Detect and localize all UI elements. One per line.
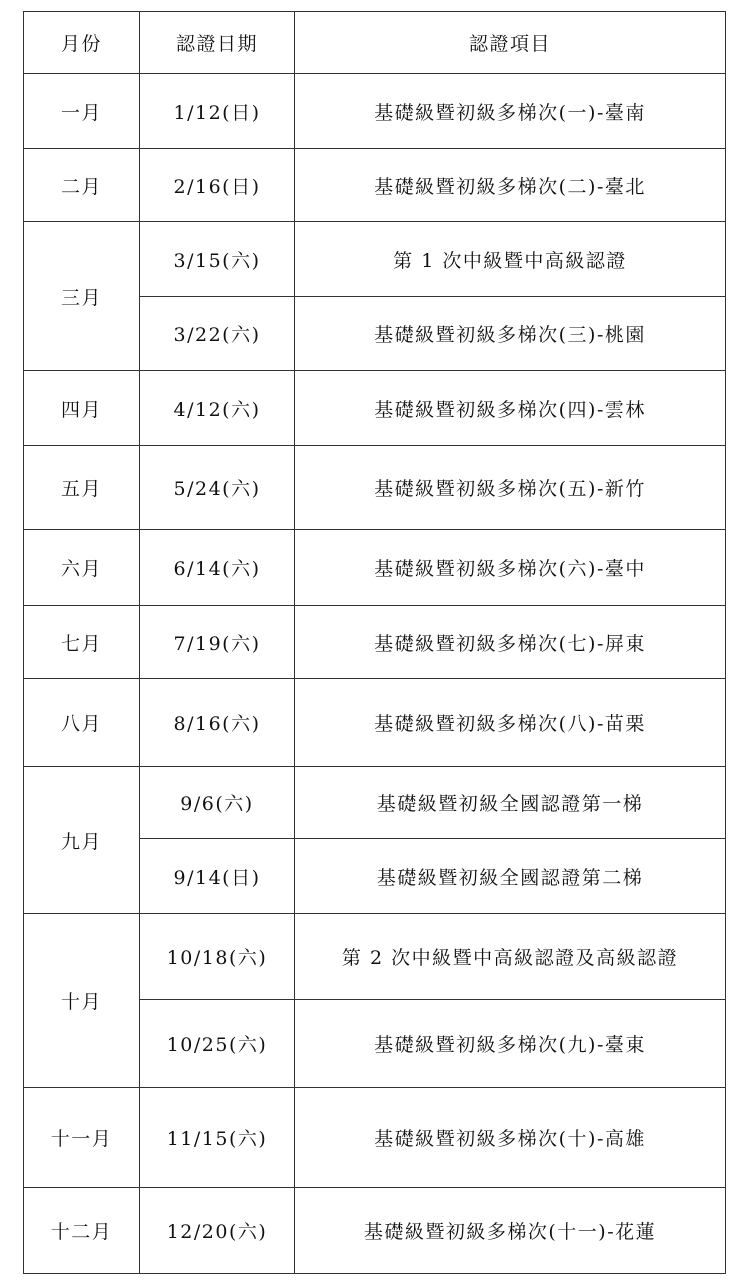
month-cell: 七月 xyxy=(24,606,140,679)
item-cell: 基礎級暨初級多梯次(一)-臺南 xyxy=(295,74,726,149)
table-row xyxy=(24,222,726,297)
date-cell: 3/15(六) xyxy=(140,222,295,297)
date-column-header: 認證日期 xyxy=(140,12,295,74)
table-row xyxy=(24,767,726,839)
date-cell: 4/12(六) xyxy=(140,371,295,446)
date-cell: 7/19(六) xyxy=(140,606,295,679)
month-cell: 十二月 xyxy=(24,1188,140,1274)
table-row xyxy=(24,149,726,222)
table-row xyxy=(24,446,726,530)
date-cell: 1/12(日) xyxy=(140,74,295,149)
item-cell: 基礎級暨初級多梯次(六)-臺中 xyxy=(295,530,726,606)
month-cell: 一月 xyxy=(24,74,140,149)
table-row xyxy=(24,371,726,446)
month-cell: 四月 xyxy=(24,371,140,446)
month-cell: 九月 xyxy=(24,767,140,914)
month-column-header: 月份 xyxy=(24,12,140,74)
month-cell: 六月 xyxy=(24,530,140,606)
month-cell: 八月 xyxy=(24,679,140,767)
item-cell: 基礎級暨初級多梯次(十一)-花蓮 xyxy=(295,1188,726,1274)
date-cell: 8/16(六) xyxy=(140,679,295,767)
date-cell: 12/20(六) xyxy=(140,1188,295,1274)
date-cell: 3/22(六) xyxy=(140,297,295,371)
table-row xyxy=(24,1188,726,1274)
item-cell: 基礎級暨初級多梯次(五)-新竹 xyxy=(295,446,726,530)
date-cell: 11/15(六) xyxy=(140,1088,295,1188)
date-cell: 9/6(六) xyxy=(140,767,295,839)
header-row xyxy=(24,12,726,74)
date-cell: 9/14(日) xyxy=(140,839,295,914)
item-cell: 第 2 次中級暨中高級認證及高級認證 xyxy=(295,914,726,1000)
date-cell: 5/24(六) xyxy=(140,446,295,530)
item-cell: 基礎級暨初級多梯次(七)-屏東 xyxy=(295,606,726,679)
table-row xyxy=(24,679,726,767)
item-cell: 第 1 次中級暨中高級認證 xyxy=(295,222,726,297)
item-cell: 基礎級暨初級全國認證第一梯 xyxy=(295,767,726,839)
month-cell: 二月 xyxy=(24,149,140,222)
item-cell: 基礎級暨初級多梯次(十)-高雄 xyxy=(295,1088,726,1188)
table-row xyxy=(24,74,726,149)
month-cell: 五月 xyxy=(24,446,140,530)
certification-schedule-table xyxy=(23,11,726,1274)
date-cell: 2/16(日) xyxy=(140,149,295,222)
item-cell: 基礎級暨初級多梯次(八)-苗栗 xyxy=(295,679,726,767)
item-cell: 基礎級暨初級多梯次(四)-雲林 xyxy=(295,371,726,446)
date-cell: 10/25(六) xyxy=(140,1000,295,1088)
table-row xyxy=(24,1088,726,1188)
month-cell: 三月 xyxy=(24,222,140,371)
table-row xyxy=(24,914,726,1000)
month-cell: 十月 xyxy=(24,914,140,1088)
table-row xyxy=(24,606,726,679)
date-cell: 10/18(六) xyxy=(140,914,295,1000)
table-row xyxy=(24,530,726,606)
item-cell: 基礎級暨初級多梯次(二)-臺北 xyxy=(295,149,726,222)
item-cell: 基礎級暨初級全國認證第二梯 xyxy=(295,839,726,914)
item-cell: 基礎級暨初級多梯次(九)-臺東 xyxy=(295,1000,726,1088)
date-cell: 6/14(六) xyxy=(140,530,295,606)
month-cell: 十一月 xyxy=(24,1088,140,1188)
item-cell: 基礎級暨初級多梯次(三)-桃園 xyxy=(295,297,726,371)
item-column-header: 認證項目 xyxy=(295,12,726,74)
